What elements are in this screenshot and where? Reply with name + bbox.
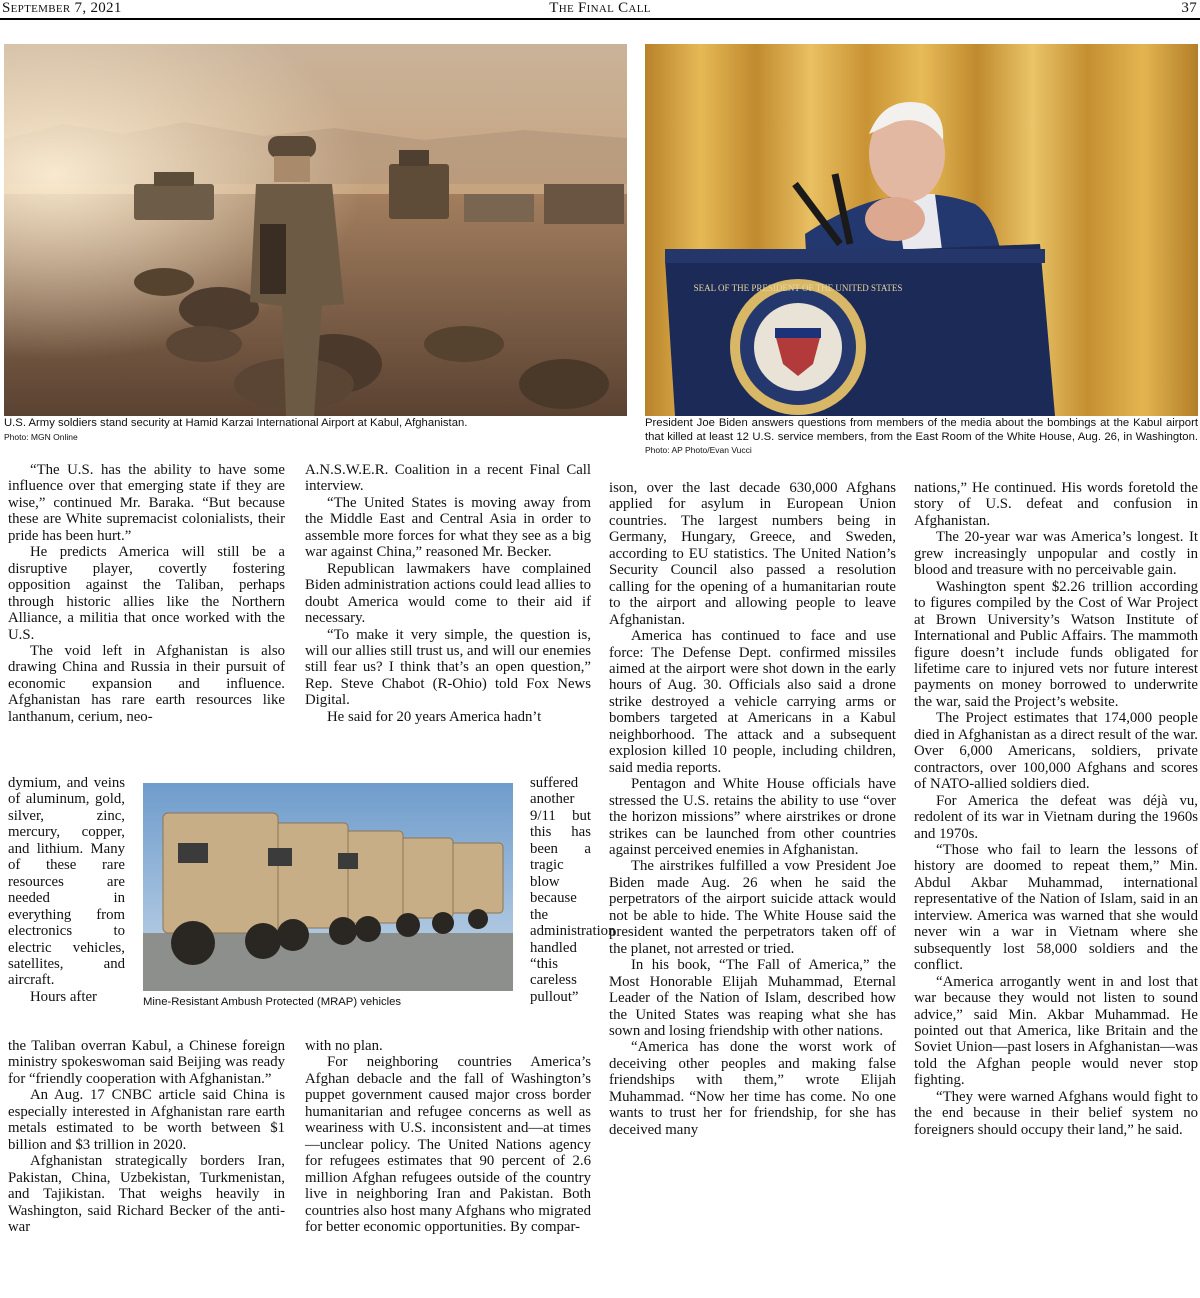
article-column-2 — [305, 462, 591, 725]
paragraph: nations,” He continued. His words foretold the story of U.S. defeat and confusion in Afghanistan. — [914, 480, 1198, 529]
paragraph: For America the defeat was déjà vu, redolent of its war in Vietnam during the 1960s and 1970s. — [914, 792, 1198, 842]
publication-name: The Final Call — [549, 0, 651, 16]
article-column-4 — [914, 480, 1198, 1138]
paragraph: America has continued to face and use force: The Defense Dept. confirmed missiles aimed at the airport were shot down in the early hours of Aug. 30. Officials also said a drone strike destroyed a vehicle carrying arms or bombers targeted at Americans in a Kabul neighborhood. The attack and a subsequent explosion killed 10 people, including children, said media reports. — [609, 628, 896, 776]
paragraph: “They were warned Afghans would fight to the end because in their belief system no foreigners should occupy their land,” he said. — [914, 1088, 1198, 1138]
article-column-3 — [609, 480, 896, 1138]
soldiers-photo-caption — [4, 417, 627, 444]
paragraph: “Those who fail to learn the lessons of history are doomed to repeat them,” Min. Abdul Akbar Muhammad, international representative of the Nation of Islam, said in an interview. America was warned that she would never win a war in Vietnam where she subsequently lost 58,000 soldiers and the conflict. — [914, 841, 1198, 974]
paragraph: Hours after — [30, 988, 97, 1005]
paragraph: The void left in Afghanistan is also drawing China and Russia in their pursuit of economic expansion and influence. Afghanistan has rare earth resources like lanthanum, cerium, neo- — [8, 642, 285, 725]
paragraph: dymium, and veins of aluminum, gold, silver, zinc, mercury, copper, and lithium. Many of these rare resources are needed in everything from electronics to electric vehicles, satellites, and aircraft. — [8, 775, 125, 989]
paragraph: Republican lawmakers have complained Biden administration actions could lead allies to doubt America would come to their aid if necessary. — [305, 560, 591, 627]
biden-photo-caption — [645, 417, 1198, 458]
soldiers-photo — [4, 44, 627, 416]
paragraph: The 20-year war was America’s longest. It grew increasingly unpopular and costly in blood and treasure with no perceivable gain. — [914, 529, 1198, 579]
paragraph: The airstrikes fulfilled a vow President Joe Biden made Aug. 26 when he said the perpetrators of the airport suicide attack would not be able to hide. The White House said the president wanted the perpetrators taken off of the planet, not arrested or tried. — [609, 858, 896, 957]
photo-credit: Photo: MGN Online — [4, 431, 78, 442]
paragraph: Afghanistan strategically borders Iran, Pakistan, China, Uzbekistan, Turkmenistan, and Tajikistan. That weighs heavily in Washington, said Richard Becker of the anti-war — [8, 1153, 285, 1235]
caption-text: U.S. Army soldiers stand security at Hamid Karzai International Airport at Kabul, Afghanistan. — [4, 417, 468, 429]
mrap-photo — [143, 783, 513, 991]
paragraph: “America arrogantly went in and lost that war because they would not listen to sound advice,” said Min. Akbar Muhammad. He pointed out that America, like Britain and the Soviet Union—past losers in Afghanistan—was told the Afghan people would never stop fighting. — [914, 973, 1198, 1089]
caption-text: President Joe Biden answers questions from members of the media about the bombings at the Kabul airport that killed at least 12 U.S. service members, from the East Room of the White House, Aug. 26, in Washington. — [645, 417, 1198, 443]
paragraph: with no plan. — [305, 1038, 383, 1054]
paragraph: the Taliban overran Kabul, a Chinese foreign ministry spokeswoman said Beijing was ready for “friendly cooperation with Afghanistan.” — [8, 1038, 285, 1087]
page-header — [0, 0, 1200, 20]
paragraph: Washington spent $2.26 trillion according to figures compiled by the Cost of War Project at Brown University’s Watson Institute of International and Public Affairs. The mammoth figure doesn’t include funds obligated for lifetime care to injured vets nor future interest payments on money borrowed to underwrite the war, said the Project’s website. — [914, 578, 1198, 710]
paragraph: “The United States is moving away from the Middle East and Central Asia in order to assemble more forces for what they see as a big war against China,” reasoned Mr. Becker. — [305, 494, 591, 561]
article-column-2-bottom — [305, 1038, 591, 1235]
paragraph: He said for 20 years America hadn’t — [327, 708, 542, 725]
page-number: 37 — [1181, 0, 1197, 16]
paragraph: He predicts America will still be a disruptive player, covertly fostering opposition against the Taliban, perhaps through historic allies like the Northern Alliance, a militia that once worked with the U.S. — [8, 544, 285, 643]
article-column-1-bottom — [8, 1038, 285, 1235]
photo-credit: Photo: AP Photo/Evan Vucci — [645, 445, 752, 455]
biden-photo — [645, 44, 1198, 416]
paragraph: The Project estimates that 174,000 people died in Afghanistan as a direct result of the war. Over 6,000 Americans, soldiers, private contractors, over 100,000 Afghans and scores of NATO-allied soldiers died. — [914, 710, 1198, 793]
paragraph: In his book, “The Fall of America,” the Most Honorable Elijah Muhammad, Eternal Leader of the Nation of Islam, described how the United States was reaping what she has sown and losing friendship with other nations. — [609, 957, 896, 1039]
article-column-1-wrap — [8, 775, 125, 1005]
paragraph: “The U.S. has the ability to have some influence over that emerging state if they are wise,” continued Mr. Baraka. “But because these are White supremacist colonialists, their pride has been hurt.” — [8, 462, 285, 544]
paragraph: An Aug. 17 CNBC article said China is especially interested in Afghanistan rare earth metals estimated to be worth between $1 billion and $3 trillion in 2020. — [8, 1087, 285, 1153]
paragraph: A.N.S.W.E.R. Coalition in a recent Final Call interview. — [305, 462, 591, 495]
paragraph: For neighboring countries America’s Afghan debacle and the fall of Washington’s puppet government caused major cross border humanitarian and refugee concerns as well as weariness with U.S. inconsistent and—at times—unclear policy. The United Nations agency for refugees estimates that 90 percent of 2.6 million Afghan refugees outside of the country live in neighboring Iran and Pakistan. Both countries also host many Afghans who migrated for better economic opportunities. By compar- — [305, 1054, 591, 1235]
paragraph: suffered another 9/11 but this has been a tragic blow because the administration handled “this careless pullout” — [530, 775, 616, 1005]
seal-text: SEAL OF THE PRESIDENT OF THE UNITED STATES — [693, 283, 903, 293]
paragraph: “America has done the worst work of deceiving other peoples and making false friendships with them,” wrote Elijah Muhammad. “Now her time has come. No one wants to trust her for friendship, for she has deceived many — [609, 1039, 896, 1138]
issue-date: September 7, 2021 — [2, 0, 122, 16]
article-column-1 — [8, 462, 285, 725]
paragraph: Pentagon and White House officials have stressed the U.S. retains the ability to use “over the horizon missions” where airstrikes or drone strikes can be launched from other countries against perceived enemies in Afghanistan. — [609, 776, 896, 858]
mrap-photo-caption: Mine-Resistant Ambush Protected (MRAP) vehicles — [143, 996, 402, 1008]
paragraph: “To make it very simple, the question is, will our allies still trust us, and will our enemies still fear us? I think that’s an open question,” Rep. Steve Chabot (R-Ohio) told Fox News Digital. — [305, 626, 591, 709]
article-column-2-wrap — [530, 775, 616, 1005]
paragraph: ison, over the last decade 630,000 Afghans applied for asylum in European Union countries. The largest numbers being in Germany, Hungary, Greece, and Sweden, according to EU statistics. The United Nation’s Security Council also passed a resolution calling for the opening of a humanitarian route to the airport and allowing people to leave Afghanistan. — [609, 480, 896, 628]
